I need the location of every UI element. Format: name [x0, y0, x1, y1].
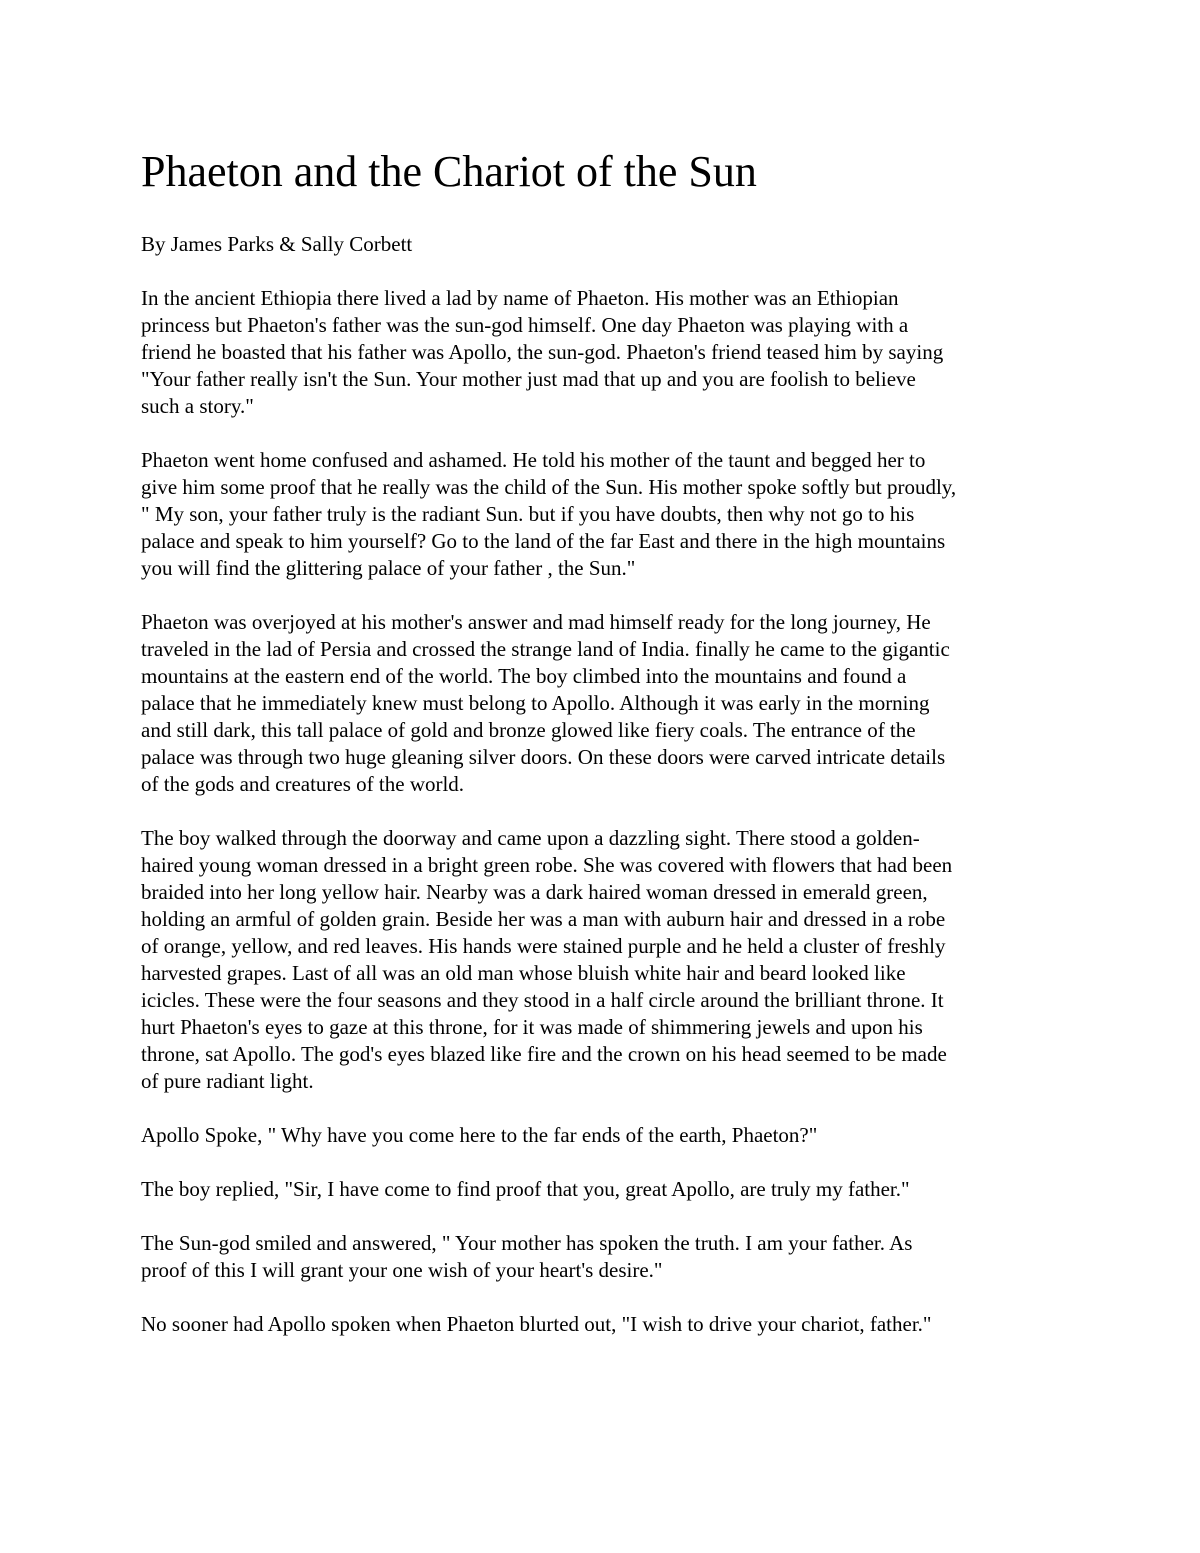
text-line: Apollo Spoke, " Why have you come here to the far ends of the earth, Phaeton?" — [141, 1123, 818, 1147]
text-line: haired young woman dressed in a bright green robe. She was covered with flowers that had been — [141, 853, 953, 877]
text-line: The boy replied, "Sir, I have come to find proof that you, great Apollo, are truly my father." — [141, 1177, 910, 1201]
text-line: of pure radiant light. — [141, 1069, 314, 1093]
paragraph — [141, 1311, 1066, 1338]
text-line: give him some proof that he really was the child of the Sun. His mother spoke softly but proudly, — [141, 475, 957, 499]
paragraph — [141, 1230, 1066, 1284]
document-body — [141, 285, 1066, 1338]
paragraph — [141, 1122, 1066, 1149]
paragraph — [141, 1176, 1066, 1203]
text-line: of orange, yellow, and red leaves. His hands were stained purple and he held a cluster of freshly — [141, 934, 946, 958]
text-line: and still dark, this tall palace of gold and bronze glowed like fiery coals. The entrance of the — [141, 718, 916, 742]
text-line: palace that he immediately knew must belong to Apollo. Although it was early in the morning — [141, 691, 930, 715]
text-line: In the ancient Ethiopia there lived a lad by name of Phaeton. His mother was an Ethiopian — [141, 286, 899, 310]
text-line: holding an armful of golden grain. Beside her was a man with auburn hair and dressed in a robe — [141, 907, 946, 931]
text-line: Phaeton went home confused and ashamed. He told his mother of the taunt and begged her to — [141, 448, 926, 472]
text-line: palace was through two huge gleaning silver doors. On these doors were carved intricate details — [141, 745, 946, 769]
text-line: palace and speak to him yourself? Go to the land of the far East and there in the high mountains — [141, 529, 946, 553]
paragraph — [141, 447, 1066, 582]
text-line: friend he boasted that his father was Apollo, the sun-god. Phaeton's friend teased him by saying — [141, 340, 944, 364]
text-line: "Your father really isn't the Sun. Your mother just mad that up and you are foolish to believe — [141, 367, 916, 391]
text-line: mountains at the eastern end of the world. The boy climbed into the mountains and found a — [141, 664, 907, 688]
document-byline: By James Parks & Sally Corbett — [141, 232, 413, 256]
paragraph — [141, 825, 1066, 1095]
document-page — [141, 146, 1066, 1365]
text-line: " My son, your father truly is the radiant Sun. but if you have doubts, then why not go to his — [141, 502, 915, 526]
text-line: The Sun-god smiled and answered, " Your mother has spoken the truth. I am your father. As — [141, 1231, 913, 1255]
text-line: such a story." — [141, 394, 254, 418]
text-line: traveled in the lad of Persia and crossed the strange land of India. finally he came to the gigantic — [141, 637, 950, 661]
text-line: braided into her long yellow hair. Nearby was a dark haired woman dressed in emerald green, — [141, 880, 928, 904]
document-title: Phaeton and the Chariot of the Sun — [141, 147, 757, 196]
text-line: of the gods and creatures of the world. — [141, 772, 465, 796]
text-line: princess but Phaeton's father was the sun-god himself. One day Phaeton was playing with a — [141, 313, 909, 337]
text-line: harvested grapes. Last of all was an old man whose bluish white hair and beard looked like — [141, 961, 906, 985]
paragraph — [141, 285, 1066, 420]
text-line: No sooner had Apollo spoken when Phaeton blurted out, "I wish to drive your chariot, father." — [141, 1312, 932, 1336]
text-line: The boy walked through the doorway and came upon a dazzling sight. There stood a golden- — [141, 826, 920, 850]
paragraph — [141, 609, 1066, 798]
text-line: Phaeton was overjoyed at his mother's answer and mad himself ready for the long journey, He — [141, 610, 931, 634]
text-line: hurt Phaeton's eyes to gaze at this throne, for it was made of shimmering jewels and upon his — [141, 1015, 923, 1039]
text-line: throne, sat Apollo. The god's eyes blazed like fire and the crown on his head seemed to be made — [141, 1042, 947, 1066]
text-line: you will find the glittering palace of your father , the Sun." — [141, 556, 636, 580]
text-line: proof of this I will grant your one wish of your heart's desire." — [141, 1258, 663, 1282]
text-line: icicles. These were the four seasons and they stood in a half circle around the brilliant throne. It — [141, 988, 944, 1012]
